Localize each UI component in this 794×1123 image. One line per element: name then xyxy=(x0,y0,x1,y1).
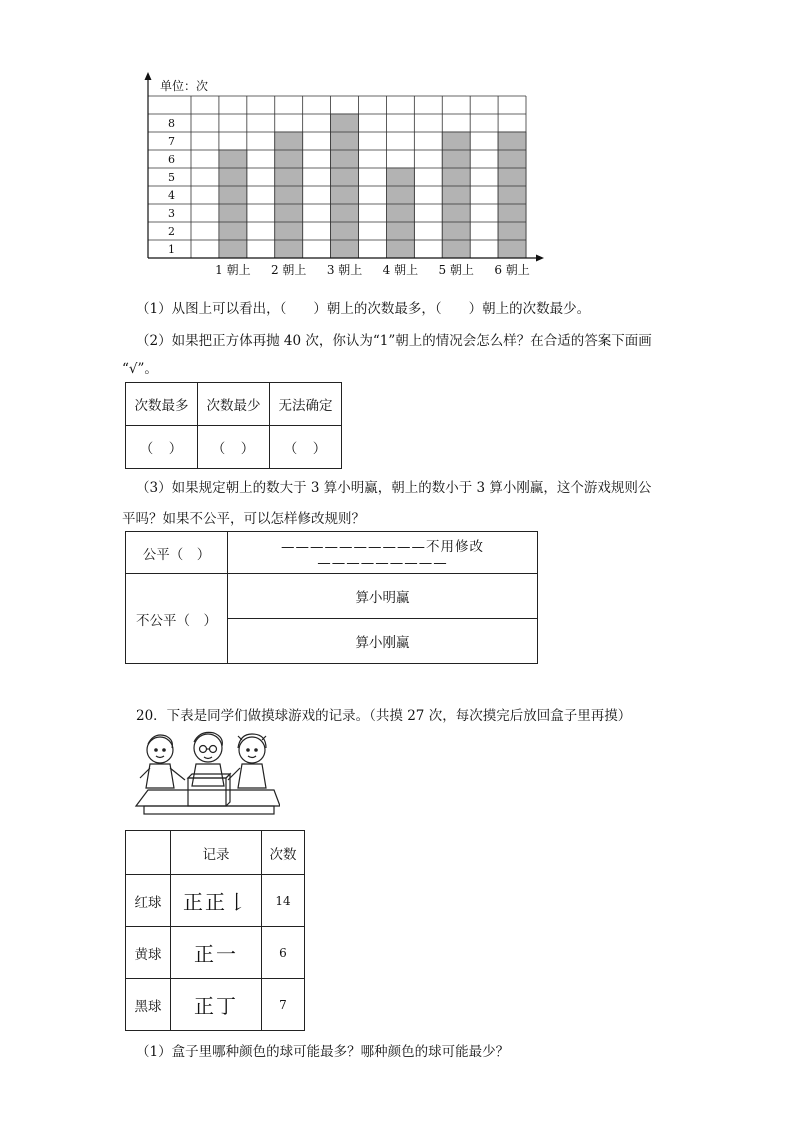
bar-6 xyxy=(498,132,526,258)
option-xiaogang-wins: 算小刚赢 xyxy=(228,619,538,664)
question-3-line2: 平吗？如果不公平，可以怎样修改规则？ xyxy=(122,511,365,527)
bar-4 xyxy=(386,168,414,258)
tally-red: 正正𠄌 xyxy=(171,875,262,927)
bar-chart xyxy=(120,68,550,282)
y-tick-label: 5 xyxy=(168,170,175,184)
table-row xyxy=(126,875,305,927)
y-axis-unit-label: 单位：次 xyxy=(160,79,209,93)
bar-5 xyxy=(442,132,470,258)
tally-yellow: 正一 xyxy=(171,927,262,979)
problem-20-title: 20．下表是同学们做摸球游戏的记录。（共摸 27 次，每次摸完后放回盒子里再摸） xyxy=(136,708,632,724)
y-tick-label: 8 xyxy=(168,116,175,130)
y-tick-label: 1 xyxy=(168,242,175,256)
y-axis-arrow xyxy=(145,72,152,80)
question-3-line1: （3）如果规定朝上的数大于 3 算小明赢，朝上的数小于 3 算小刚赢，这个游戏规则公 xyxy=(136,480,652,496)
table-row xyxy=(126,979,305,1031)
unfair-blank[interactable]: 不公平（ ） xyxy=(126,574,228,664)
y-tick-label: 6 xyxy=(168,152,175,166)
option-xiaoming-wins: 算小明赢 xyxy=(228,574,538,619)
x-tick-label: 4 朝上 xyxy=(382,263,419,277)
x-tick-label: 1 朝上 xyxy=(215,263,251,277)
children-illustration xyxy=(130,728,280,828)
table-row xyxy=(126,927,305,979)
row-label-black: 黑球 xyxy=(126,979,171,1031)
fairness-table xyxy=(125,531,538,664)
problem-20-question-1: （1）盒子里哪种颜色的球可能最多？哪种颜色的球可能最少？ xyxy=(136,1044,510,1060)
no-change-text: ——————————不用修改————————— xyxy=(228,532,538,574)
answer-blank-least[interactable]: （ ） xyxy=(198,426,270,469)
row-label-red: 红球 xyxy=(126,875,171,927)
count-yellow: 6 xyxy=(262,927,305,979)
count-black: 7 xyxy=(262,979,305,1031)
y-tick-label: 4 xyxy=(168,188,175,202)
question-2-line2: “√”。 xyxy=(122,361,158,377)
ball-record-table xyxy=(125,830,305,1031)
header-record: 记录 xyxy=(171,831,262,875)
header-empty xyxy=(126,831,171,875)
y-tick-label: 7 xyxy=(168,134,175,148)
y-tick-label: 2 xyxy=(168,224,175,238)
header-least: 次数最少 xyxy=(198,383,270,426)
answer-blank-uncertain[interactable]: （ ） xyxy=(270,426,342,469)
tally-black: 正丁 xyxy=(171,979,262,1031)
row-label-yellow: 黄球 xyxy=(126,927,171,979)
x-axis-arrow xyxy=(536,255,544,262)
answer-blank-most[interactable]: （ ） xyxy=(126,426,198,469)
x-tick-label: 6 朝上 xyxy=(494,263,530,277)
bar-2 xyxy=(275,132,303,258)
x-tick-label: 5 朝上 xyxy=(438,263,474,277)
header-most: 次数最多 xyxy=(126,383,198,426)
y-tick-label: 3 xyxy=(168,206,175,220)
question-1: （1）从图上可以看出，（ ）朝上的次数最多，（ ）朝上的次数最少。 xyxy=(136,301,591,317)
count-red: 14 xyxy=(262,875,305,927)
header-count: 次数 xyxy=(262,831,305,875)
header-uncertain: 无法确定 xyxy=(270,383,342,426)
fair-blank[interactable]: 公平（ ） xyxy=(126,532,228,574)
prediction-table xyxy=(125,382,342,469)
question-2-line1: （2）如果把正方体再抛 40 次，你认为“1”朝上的情况会怎么样？在合适的答案下面画 xyxy=(136,333,652,349)
x-tick-label: 2 朝上 xyxy=(270,263,307,277)
x-tick-label: 3 朝上 xyxy=(326,263,363,277)
